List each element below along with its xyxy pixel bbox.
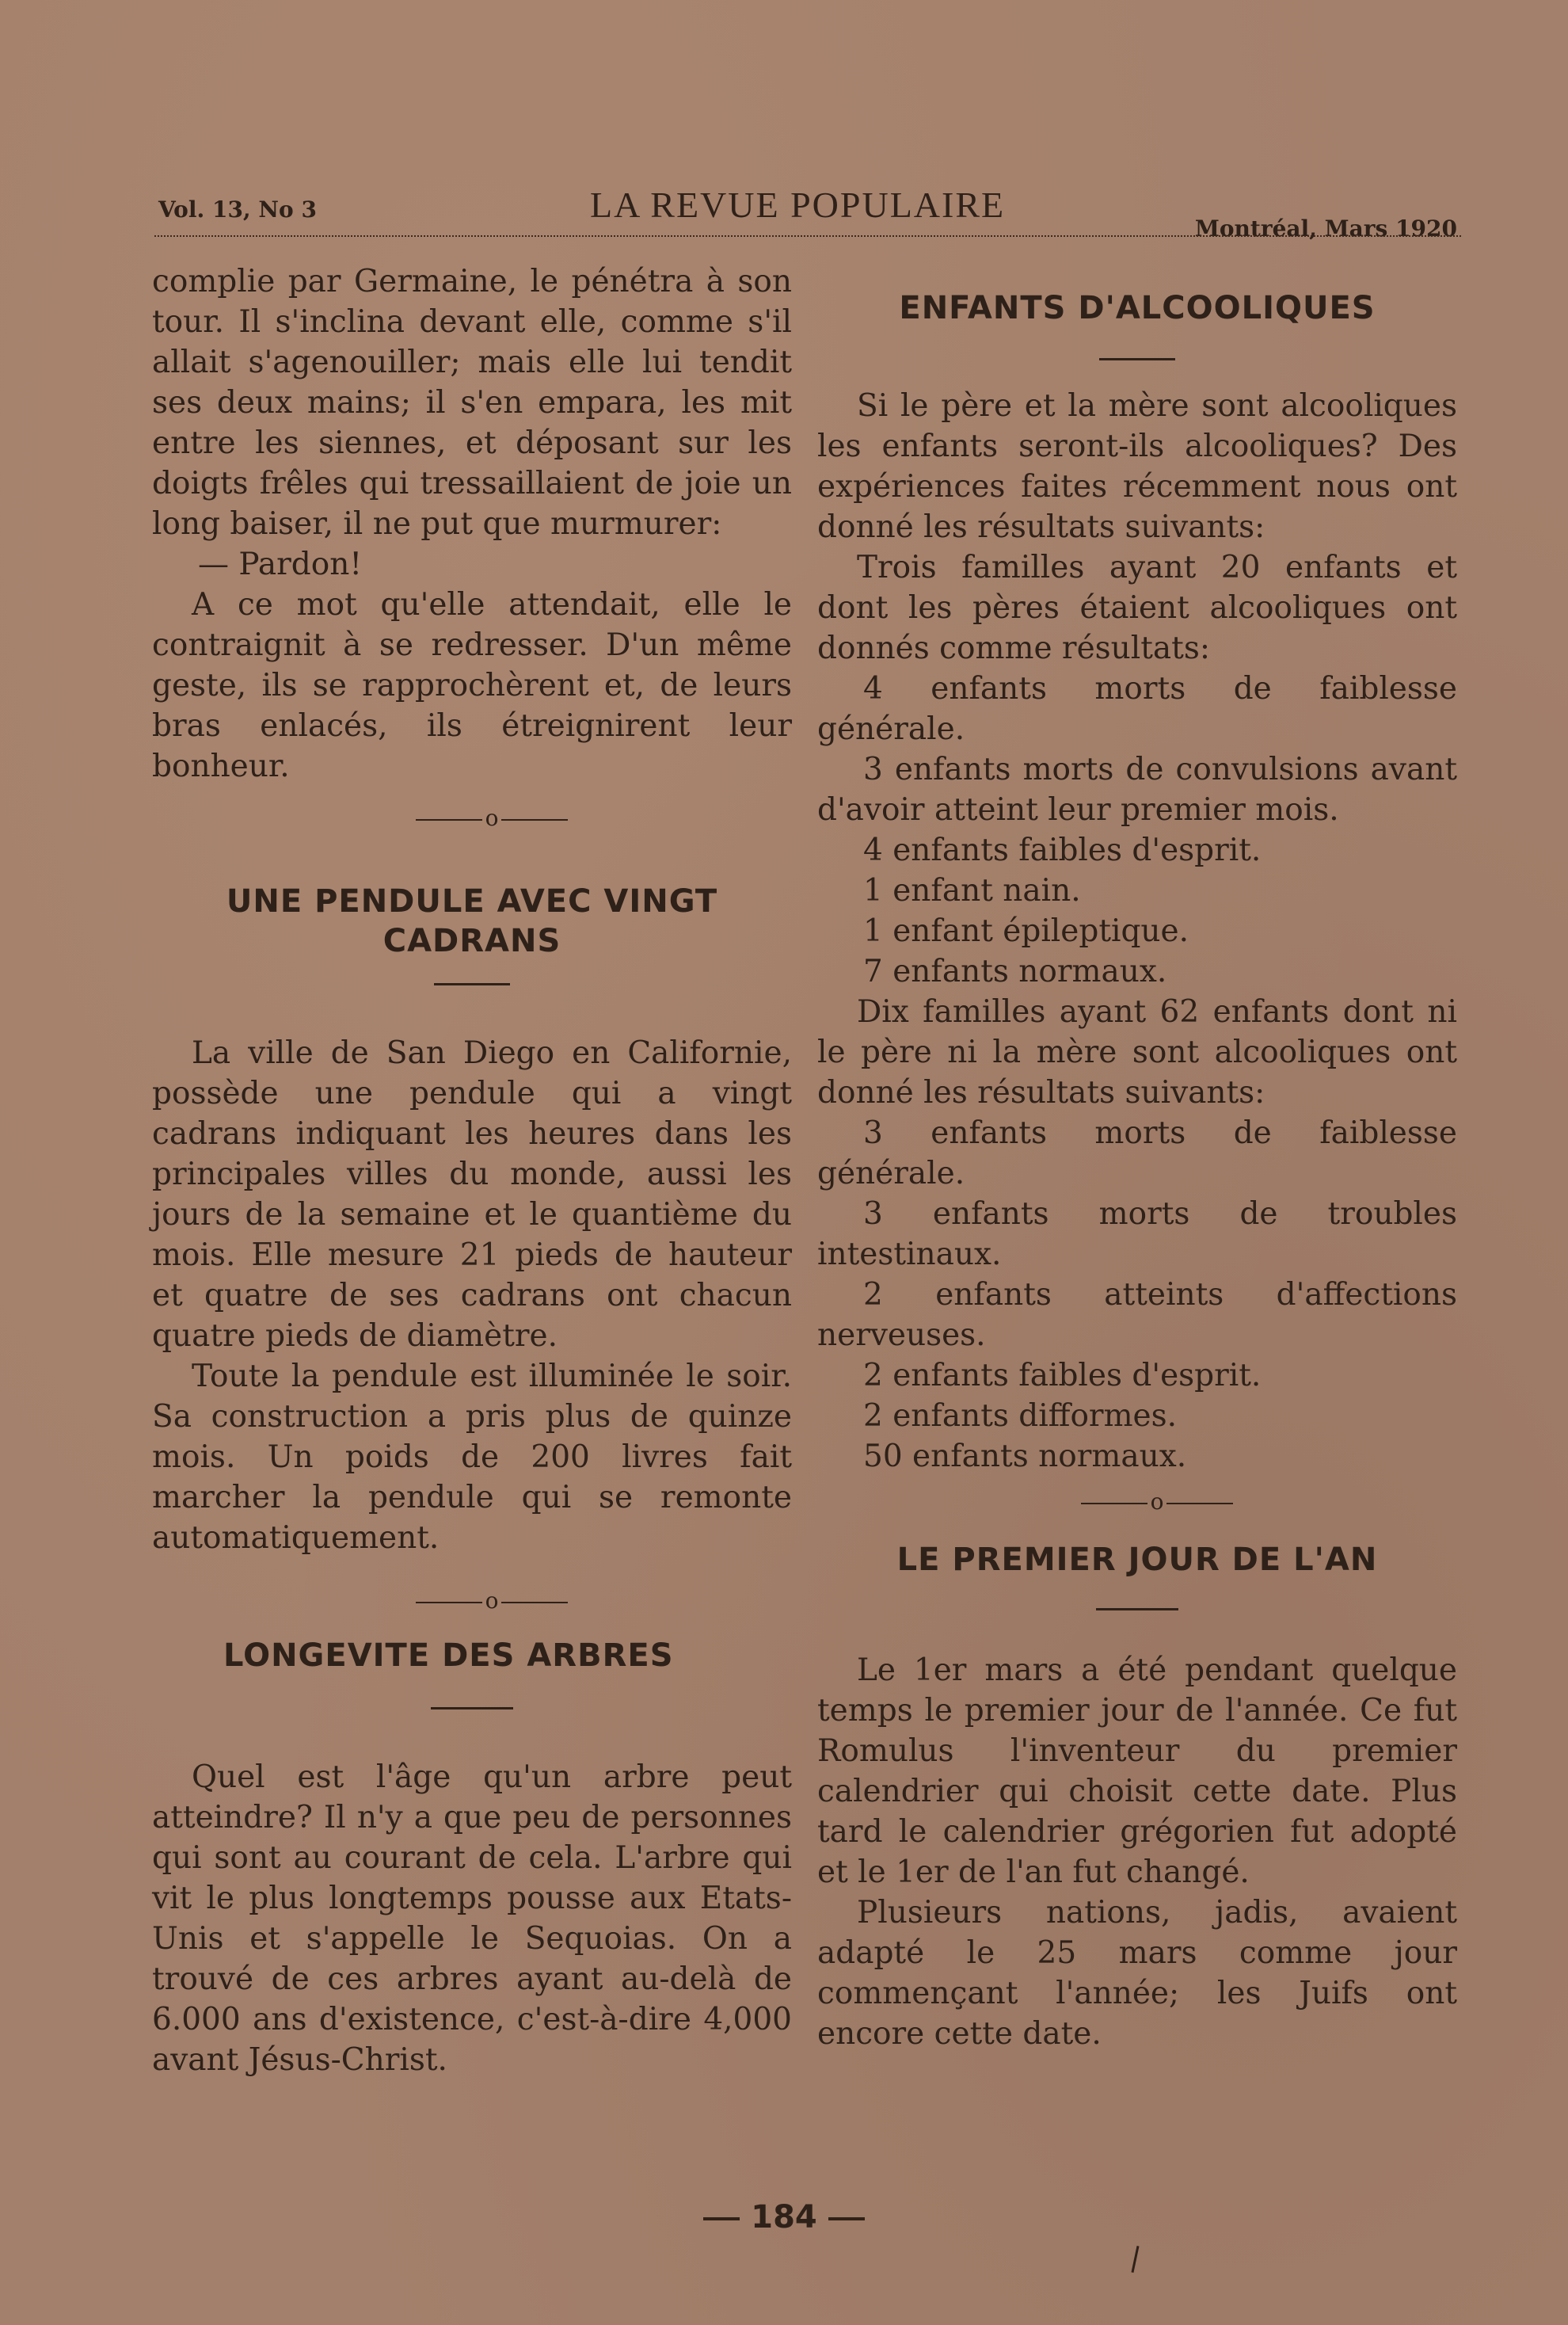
section-separator: o bbox=[817, 1491, 1457, 1513]
list-item: 2 enfants difformes. bbox=[863, 1398, 1178, 1434]
header-rule bbox=[154, 235, 1461, 237]
title-rule bbox=[431, 1707, 513, 1709]
title-rule bbox=[434, 983, 510, 985]
publication-title: LA REVUE POPULAIRE bbox=[590, 185, 1006, 225]
page-number-text: 184 bbox=[751, 2199, 817, 2235]
section-separator: o bbox=[152, 1590, 792, 1612]
section-separator: o bbox=[152, 807, 792, 829]
list-item: 7 enfants normaux. bbox=[863, 954, 1167, 989]
article-title-pendule: UNE PENDULE AVEC VINGT CADRANS bbox=[226, 883, 718, 959]
article-paragraph: Quel est l'âge qu'un arbre peut atteindre? Il n'y a que peu de personnes qui sont au courant de cela. L'arbre qui vit le plus longtemps pousse aux Etats-Unis et s'appelle le Sequoias. On a trouvé de ces arbres ayant au-delà de 6.000 ans d'existence, c'est-à-dire 4,000 avant Jésus-Christ. bbox=[152, 1759, 792, 2078]
story-continuation: complie par Germaine, le pénétra à son tour. Il s'inclina devant elle, comme s'il allait s'agenouiller; mais elle lui tendit ses deux mains; il s'en empara, les mit entre les siennes, et déposant sur les doigts frêles qui tressaillaient de joie un long baiser, il ne put que murmurer: bbox=[152, 264, 792, 542]
right-column bbox=[817, 261, 1457, 2054]
article-paragraph: Toute la pendule est illuminée le soir. Sa construction a pris plus de quinze mois. Un poids de 200 livres fait marcher la pendule qui se remonte automatiquement. bbox=[152, 1359, 792, 1556]
article-paragraph: Plusieurs nations, jadis, avaient adapté le 25 mars comme jour commençant l'année; les Juifs ont encore cette date. bbox=[817, 1895, 1457, 2052]
list-item: 2 enfants atteints d'affections nerveuses. bbox=[817, 1277, 1457, 1353]
list-item: 50 enfants normaux. bbox=[863, 1439, 1187, 1474]
article-paragraph: Le 1er mars a été pendant quelque temps le premier jour de l'année. Ce fut Romulus l'inventeur du premier calendrier qui choisit cette date. Plus tard le calendrier grégorien fut adopté et le 1er de l'an fut changé. bbox=[817, 1652, 1457, 1890]
list-item: 3 enfants morts de convulsions avant d'avoir atteint leur premier mois. bbox=[817, 752, 1457, 828]
volume-number: Vol. 13, No 3 bbox=[158, 196, 317, 223]
page-number bbox=[0, 2199, 1568, 2235]
list-item: 4 enfants morts de faiblesse générale. bbox=[817, 671, 1457, 747]
article-paragraph: Si le père et la mère sont alcooliques les enfants seront-ils alcooliques? Des expériences faites récemment nous ont donné les résultats suivants: bbox=[817, 388, 1457, 545]
story-dialogue: — Pardon! bbox=[198, 547, 363, 582]
list-item: 2 enfants faibles d'esprit. bbox=[863, 1358, 1262, 1393]
list-item: 1 enfant nain. bbox=[863, 873, 1081, 909]
title-rule bbox=[1096, 1608, 1178, 1610]
ink-mark bbox=[1131, 2246, 1139, 2273]
article-paragraph: La ville de San Diego en Californie, possède une pendule qui a vingt cadrans indiquant les heures dans les principales villes du monde, aussi les jours de la semaine et le quantième du mois. Elle mesure 21 pieds de hauteur et quatre de ses cadrans ont chacun quatre pieds de diamètre. bbox=[152, 1035, 792, 1354]
list-item: 3 enfants morts de faiblesse générale. bbox=[817, 1115, 1457, 1191]
story-ending: A ce mot qu'elle attendait, elle le contraignit à se redresser. D'un même geste, ils se rapprochèrent et, de leurs bras enlacés, ils étreignirent leur bonheur. bbox=[152, 587, 792, 784]
article-title-alcooliques: ENFANTS D'ALCOOLIQUES bbox=[899, 290, 1376, 326]
list-item: 4 enfants faibles d'esprit. bbox=[863, 833, 1262, 868]
article-title-jour-de-l-an: LE PREMIER JOUR DE L'AN bbox=[896, 1542, 1378, 1578]
page-number-dash bbox=[828, 2217, 865, 2220]
page-header bbox=[158, 185, 1457, 242]
list-item: 1 enfant épileptique. bbox=[863, 913, 1189, 949]
issue-date: Montréal, Mars 1920 bbox=[1194, 215, 1457, 242]
title-rule bbox=[1099, 358, 1175, 360]
left-column bbox=[152, 261, 792, 2080]
article-title-longevite: LONGEVITE DES ARBRES bbox=[223, 1637, 674, 1674]
group-intro: Trois familles ayant 20 enfants et dont les pères étaient alcooliques ont donnés comme résultats: bbox=[817, 550, 1457, 666]
list-item: 3 enfants morts de troubles intestinaux. bbox=[817, 1196, 1457, 1272]
group-intro: Dix familles ayant 62 enfants dont ni le père ni la mère sont alcooliques ont donné les résultats suivants: bbox=[817, 994, 1457, 1111]
page-number-dash bbox=[703, 2217, 740, 2220]
